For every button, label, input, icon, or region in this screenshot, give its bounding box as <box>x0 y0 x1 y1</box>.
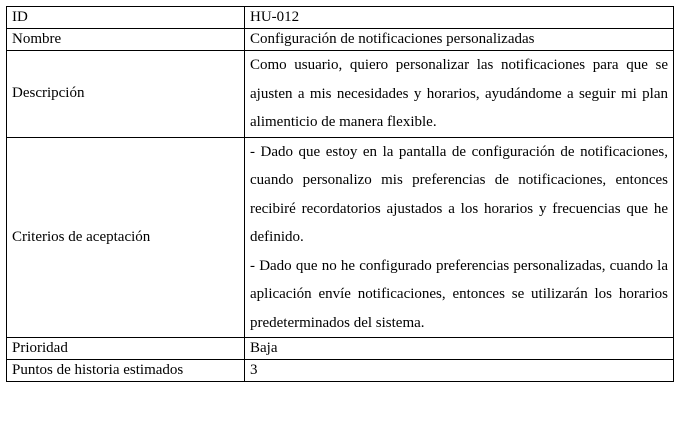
descripcion-text: Como usuario, quiero personalizar las notificaciones para que se ajusten a mis necesidades y horarios, ayudándome a seguir mi plan alimenticio de manera flexible. <box>250 57 668 130</box>
user-story-table <box>6 6 674 382</box>
table-row-id <box>7 7 674 29</box>
prioridad-label: Prioridad <box>7 338 245 360</box>
table-row-criterios <box>7 137 674 338</box>
criterios-label: Criterios de aceptación <box>7 137 245 338</box>
descripcion-value <box>245 51 674 138</box>
table-row-puntos <box>7 360 674 382</box>
nombre-value: Configuración de notificaciones personalizadas <box>245 29 674 51</box>
puntos-value: 3 <box>245 360 674 382</box>
puntos-label: Puntos de historia estimados <box>7 360 245 382</box>
criterio-item: - Dado que no he configurado preferencias personalizadas, cuando la aplicación envíe notificaciones, entonces se utilizarán los horarios predeterminados del sistema. <box>250 257 668 331</box>
table-row-nombre <box>7 29 674 51</box>
table-row-prioridad <box>7 338 674 360</box>
criterios-value <box>245 137 674 338</box>
descripcion-label: Descripción <box>7 51 245 138</box>
id-value: HU-012 <box>245 7 674 29</box>
id-label: ID <box>7 7 245 29</box>
prioridad-value: Baja <box>245 338 674 360</box>
criterio-item: - Dado que estoy en la pantalla de configuración de notificaciones, cuando personalizo mis preferencias de notificaciones, entonces recibiré recordatorios ajustados a los horarios y frecuencias que he definido. <box>250 143 668 245</box>
nombre-label: Nombre <box>7 29 245 51</box>
table-row-descripcion <box>7 51 674 138</box>
